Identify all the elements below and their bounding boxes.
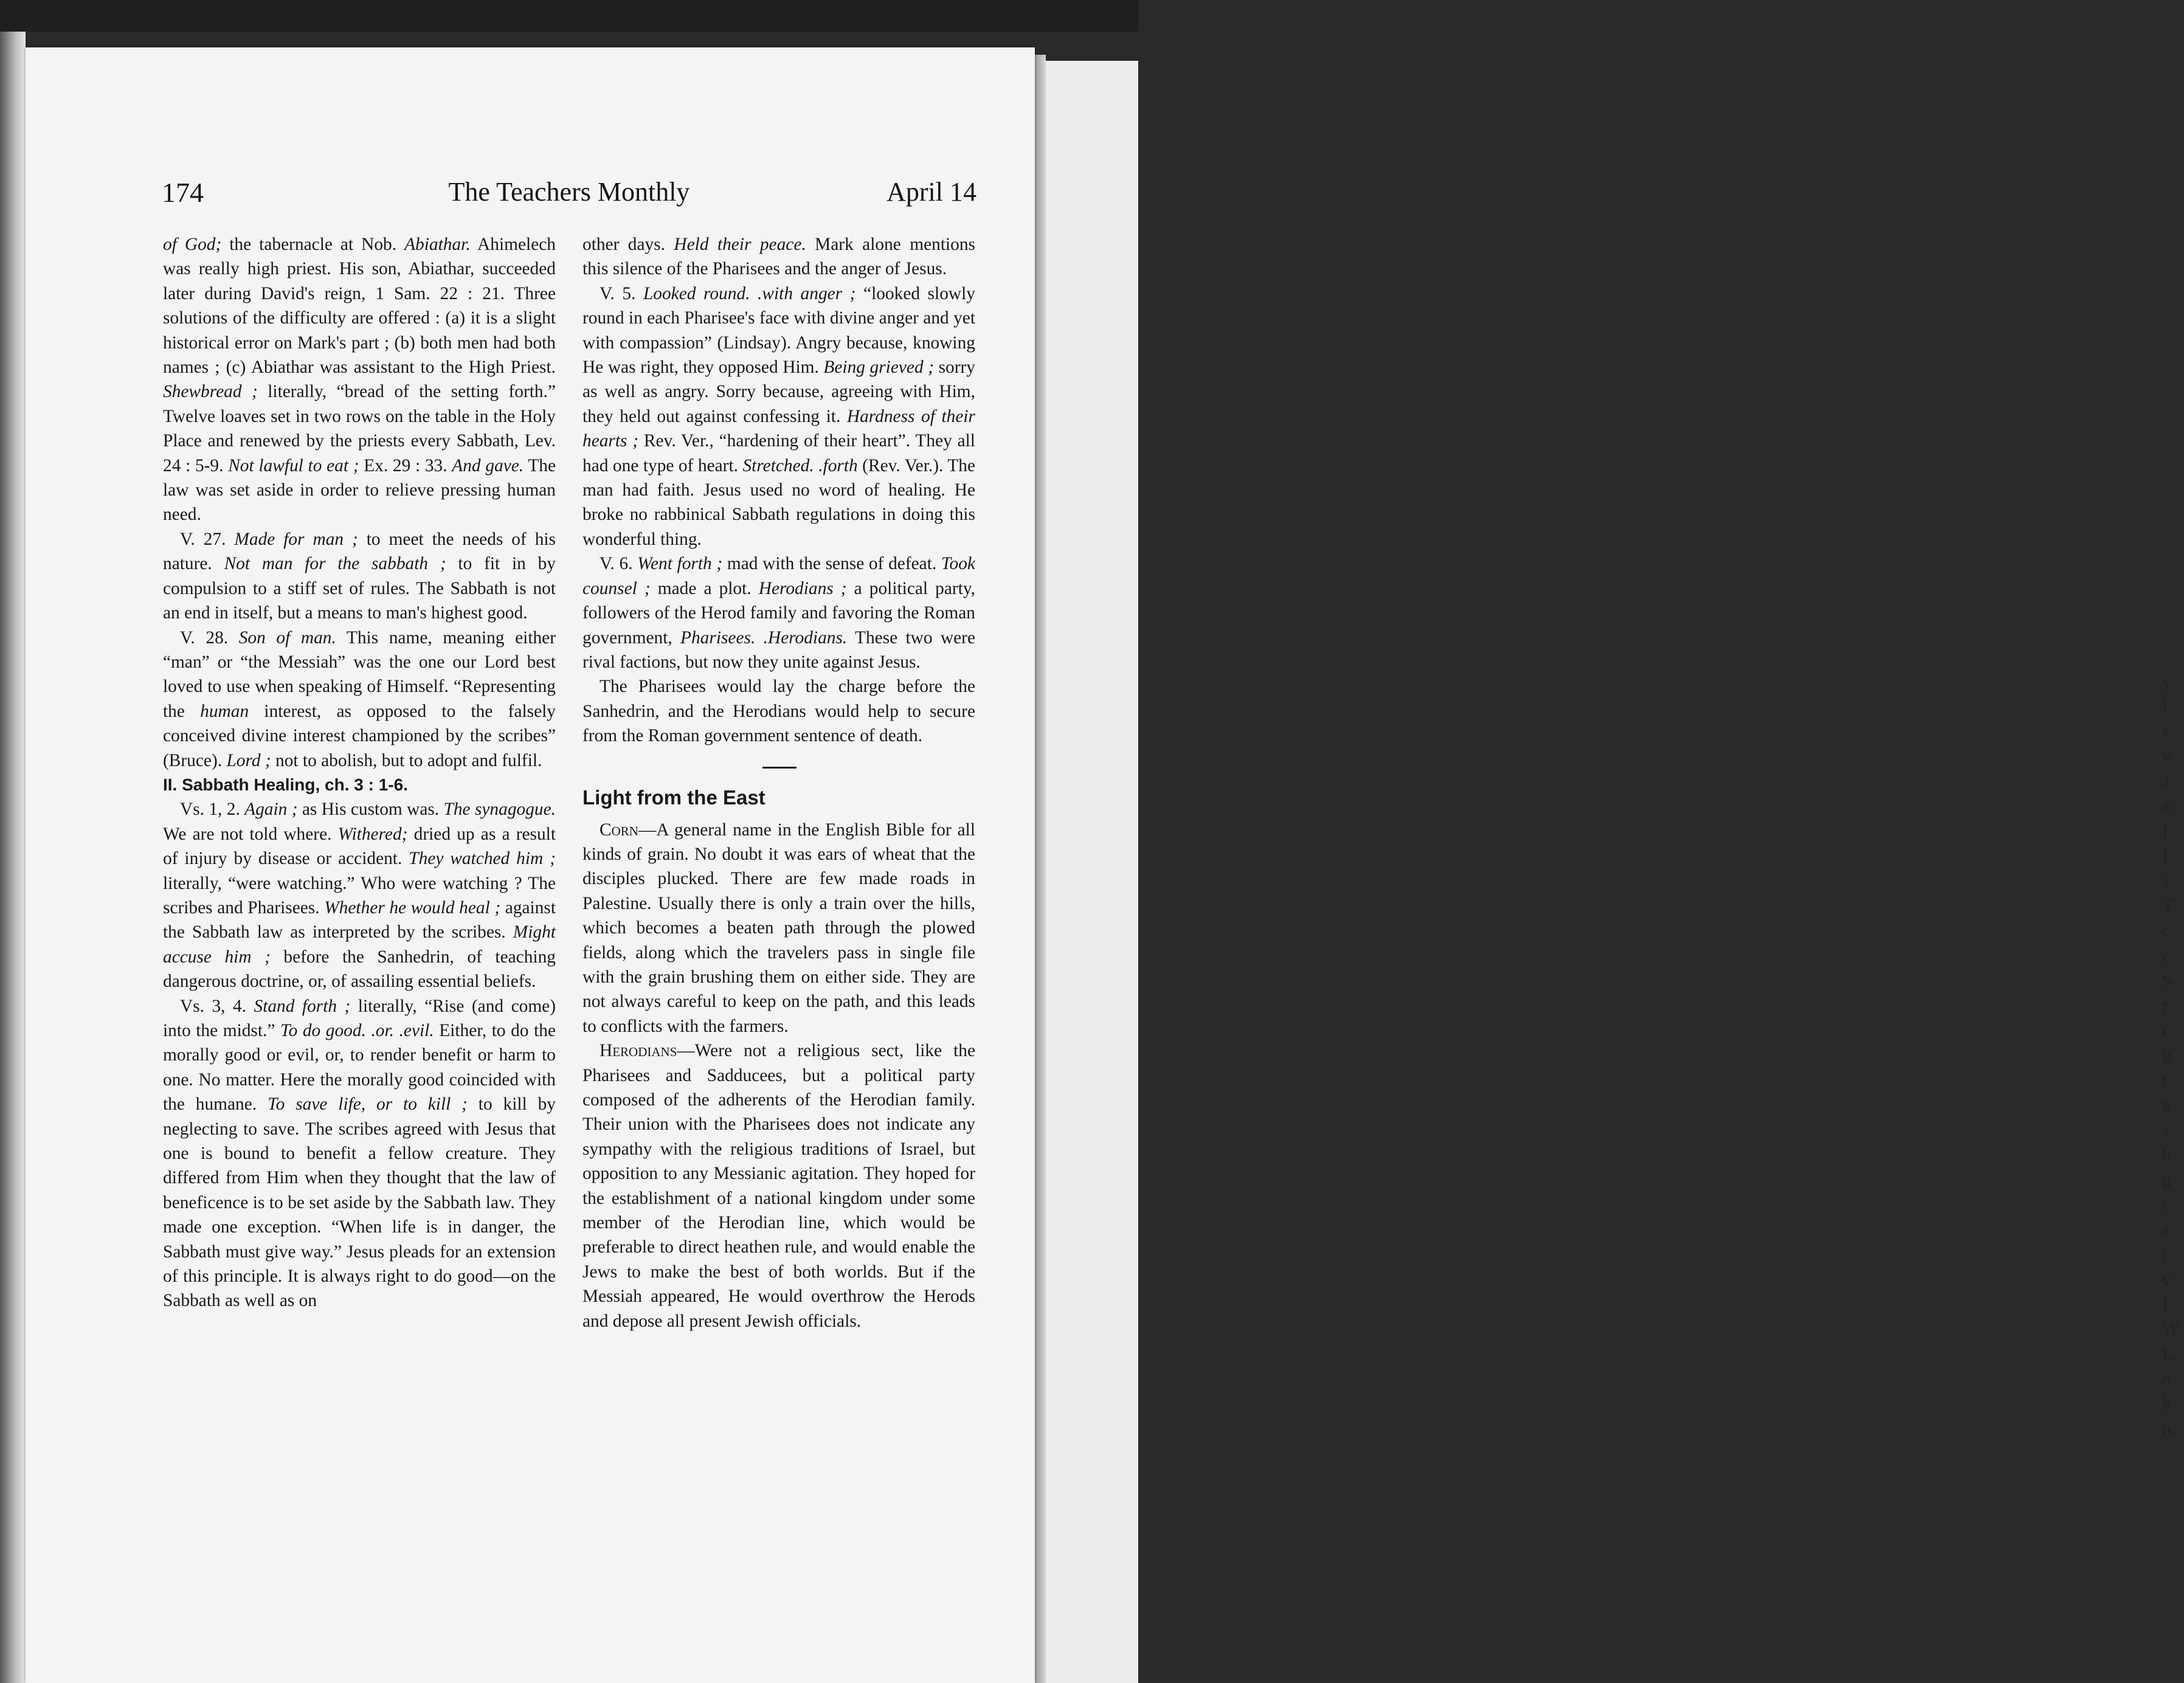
term-herodians: Herodians	[600, 1041, 677, 1061]
paragraph-sanhedrin: The Pharisees would lay the charge before the Sanhedrin, and the Herodians would help to secure from the Roman government sentence of death.	[582, 677, 975, 746]
edge-letter: v	[2162, 1270, 2171, 1290]
edge-letter: r	[2162, 721, 2168, 741]
issue-date: April 14	[886, 177, 976, 207]
edge-letter: v	[2162, 746, 2171, 766]
paragraph-verse-5: V. 5. Looked round. .with anger ; “looked slowly round in each Pharisee's face with divine anger and yet with compassion” (Lindsay). Angry because, knowing He was right, they opposed Him. Being grieved ; sorry as well as angry. Sorry because, agreeing with Him, they held out against confessing it. Hardness of their hearts ; Rev. Ver., “hardening of their heart”. They all had one type of heart. Stretched. .forth (Rev. Ver.). The man had faith. Jesus used no word of healing. He broke no rabbinical Sabbath regulations in doing this wonderful thing.	[582, 283, 976, 549]
left-column	[163, 232, 556, 1313]
facing-page-edge	[1046, 61, 2180, 1683]
edge-letter: n	[2162, 1419, 2171, 1439]
edge-letter: c	[2162, 1020, 2171, 1040]
paragraph-verse-27: V. 27. Made for man ; to meet the needs of his nature. Not man for the sabbath ; to fit in by compulsion to a stiff set of rules. The Sabbath is not an end in itself, but a means to man's highest good.	[163, 529, 556, 623]
edge-letter: g	[2162, 1170, 2171, 1190]
edge-letter: r	[2162, 995, 2168, 1015]
paragraph-herodians: Herodians—Were not a religious sect, like the Pharisees and Sadducees, but a political party composed of the adherents of the Herodian family. Their union with the Pharisees does not indicate any sympathy with the religious traditions of Israel, but opposition to any Messianic agitation. They hoped for the establishment of a national kingdom under some member of the Herodian line, which would be preferable to direct heathen rule, and would enable the Jews to make the best of both worlds. But if the Messiah appeared, He would overthrow the Herods and depose all present Jewish officials.	[582, 1041, 975, 1331]
page-gutter-shadow	[1035, 55, 1046, 1683]
section-heading: II. Sabbath Healing, ch. 3 : 1-6.	[163, 775, 408, 794]
edge-letter: g	[2162, 1045, 2171, 1065]
edge-letter: L	[2162, 1344, 2174, 1364]
term-corn: Corn	[600, 820, 638, 840]
edge-letter: T	[2162, 896, 2174, 916]
paragraph-verses-1-2: Vs. 1, 2. Again ; as His custom was. The synagogue. We are not told where. Withered; dried up as a result of injury by disease or accident. They watched him ; literally, “were watching.” Who were watching ? The scribes and Pharisees. Whether he would heal ; against the Sabbath law as interpreted by the scribes. Might accuse him ; before the Sanhedrin, of teaching dangerous doctrine, or, of assailing essential beliefs.	[163, 800, 556, 992]
edge-letter: o	[2162, 1369, 2171, 1389]
edge-letter: I	[2162, 846, 2168, 866]
edge-letter: c	[2162, 921, 2171, 941]
edge-letter: s	[2162, 1220, 2169, 1240]
page-number: 174	[162, 177, 204, 208]
paragraph-verse-6: V. 6. Went forth ; mad with the sense of defeat. Took counsel ; made a plot. Herodians ; a political party, followers of the Herod family and favoring the Roman government, Pharisees. .Herodians. These two were rival factions, but now they unite against Jesus.	[582, 554, 975, 672]
right-column	[582, 232, 975, 1333]
edge-letter: J	[2162, 771, 2169, 791]
edge-letter: l	[2162, 696, 2168, 716]
running-header	[162, 176, 976, 213]
subsection-heading: Light from the East	[582, 786, 765, 809]
paragraph-abiathar: of God; the tabernacle at Nob. Abiathar. Ahimelech was really high priest. His son, Abiathar, succeeded later during David's reign, 1 Sam. 22 : 21. Three solutions of the difficulty are offered : (a) it is a slight historical error on Mark's part ; (b) both men had both names ; (c) Abiathar was assistant to the High Priest. Shewbread ; literally, “bread of the setting forth.” Twelve loaves set in two rows on the table in the Holy Place and renewed by the priests every Sabbath, Lev. 24 : 5-9. Not lawful to eat ; Ex. 29 : 33. And gave. The law was set aside in order to relieve pressing human need.	[163, 235, 556, 525]
edge-letter: h	[2162, 1145, 2171, 1165]
book-binding-edge	[0, 32, 26, 1683]
edge-letter: I	[2162, 1294, 2168, 1315]
edge-letter: h	[2162, 1394, 2171, 1414]
edge-letter: i	[2162, 1245, 2168, 1265]
scanner-top-strip	[0, 0, 1138, 32]
edge-letter: a	[2162, 1095, 2171, 1115]
edge-letter: s	[2162, 1120, 2169, 1140]
edge-letter: t	[2162, 1070, 2168, 1090]
facing-page-letters	[2162, 669, 2184, 1442]
paragraph-verses-3-4: Vs. 3, 4. Stand forth ; literally, “Rise (and come) into the midst.” To do good. .or. .evil. Either, to do the morally good or evil, or, to render benefit or harm to one. No matter. Here the morally good coincided with the humane. To save life, or to kill ; to kill by neglecting to save. The scribes agreed with Jesus that one is bound to benefit a fellow creature. They differed from Him when they thought that the law of beneficence is to be set aside by the Sabbath law. They made one exception. “When life is in danger, the Sabbath must give way.” Jesus pleads for an extension of this principle. It is always right to do good—on the Sabbath as well as on	[163, 996, 556, 1311]
paragraph-corn: Corn—A general name in the English Bible for all kinds of grain. No doubt it was ears of wheat that the disciples plucked. There are few made roads in Palestine. Usually there is only a train over the hills, which becomes a beaten path through the plowed fields, along which the travelers pass in single file with the grain brushing them on either side. They are not always careful to keep on the path, and this leads to conflicts with the farmers.	[582, 820, 975, 1036]
edge-letter: t	[2162, 1195, 2168, 1215]
edge-letter: S	[2162, 970, 2172, 990]
running-title: The Teachers Monthly	[448, 177, 690, 207]
edge-letter: c	[2162, 945, 2171, 966]
divider-rule	[762, 767, 797, 769]
edge-letter: s	[2162, 871, 2169, 891]
section-divider	[582, 748, 975, 781]
edge-letter: I	[2162, 821, 2168, 841]
paragraph-other-days: other days. Held their peace. Mark alone mentions this silence of the Pharisees and the anger of Jesus.	[582, 235, 975, 279]
paragraph-verse-28: V. 28. Son of man. This name, meaning either “man” or “the Messiah” was the one our Lord best loved to use when speaking of Himself. “Representing the human interest, as opposed to the falsely conceived divine interest championed by the scribes” (Bruce). Lord ; not to abolish, but to adopt and fulfil.	[163, 627, 556, 770]
edge-letter: W	[2162, 1319, 2180, 1339]
edge-letter: a	[2162, 796, 2171, 816]
edge-letter: y	[2162, 671, 2171, 691]
